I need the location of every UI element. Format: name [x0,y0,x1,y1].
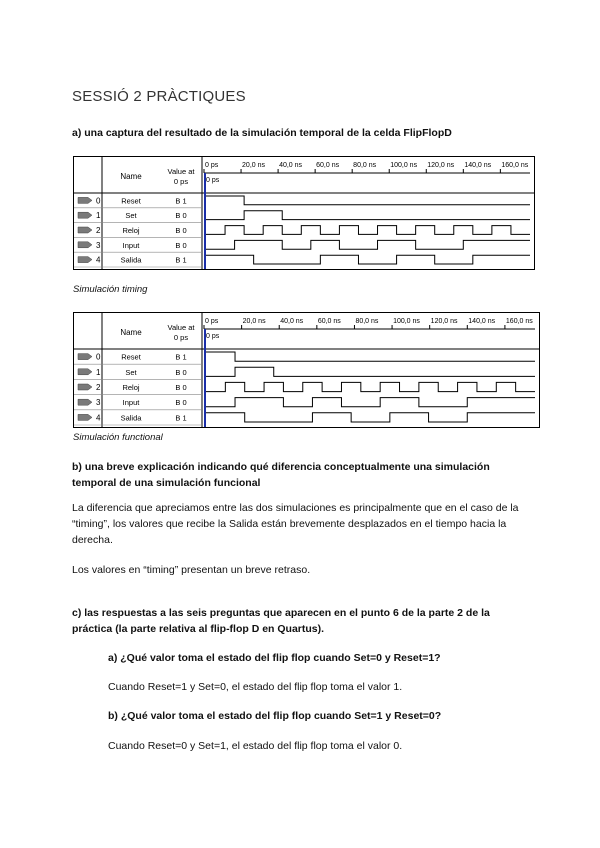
signal-name: Input [122,398,140,408]
pin-icon [78,227,92,233]
signal-index: 2 [96,383,101,392]
time-label: 40,0 ns [279,162,303,169]
pin-icon [78,414,92,420]
signal-name: Reset [121,352,141,362]
pin-icon [78,399,92,405]
signal-index: 4 [96,413,101,423]
signal-waveform [206,398,535,407]
signal-waveform [206,211,530,220]
signal-name: Set [125,211,137,221]
cursor-label: 0 ps [206,333,220,340]
signal-waveform [206,196,530,205]
time-label: 140,0 ns [464,162,492,169]
caption-functional: Simulación functional [73,432,163,443]
time-label: 80,0 ns [355,318,379,325]
time-label: 20,0 ns [242,162,266,169]
time-label: 60,0 ns [316,162,340,169]
question-b: b) ¿Qué valor toma el estado del flip flop cuando Set=1 y Reset=0? [108,710,442,722]
answer-a: Cuando Reset=1 y Set=0, el estado del flip flop toma el valor 1. [108,681,403,693]
signal-name: Salida [120,255,142,265]
signal-value: B 1 [175,413,187,423]
time-label: 160,0 ns [505,318,533,325]
signal-value: B 1 [175,352,187,362]
signal-value: B 1 [175,255,187,265]
signal-value: B 0 [175,383,187,392]
question-a: a) ¿Qué valor toma el estado del flip flop cuando Set=0 y Reset=1? [108,652,441,664]
time-label: 0 ps [205,162,219,169]
time-label: 100,0 ns [390,162,418,169]
signal-waveform [206,413,535,422]
pin-icon [78,212,92,218]
section-b-paragraph-1: La diferencia que apreciamos entre las dos simulaciones es principalmente que en el caso de la “timing”, los valores que recibe la Salida están brevemente desplazados en el tiempo hacia la derecha. [72,502,519,546]
header-value-line1: Value at [167,323,195,332]
time-label: 0 ps [205,318,219,325]
cursor-label: 0 ps [206,177,220,184]
section-b-heading: b) una breve explicación indicando qué diferencia conceptualmente una simulación temporal de una simulación funcional [72,461,490,489]
time-label: 40,0 ns [280,318,304,325]
pin-icon [78,242,92,248]
signal-waveform [206,382,535,391]
header-value-line2: 0 ps [173,333,189,342]
time-label: 80,0 ns [353,162,377,169]
section-b-paragraph-2: Los valores en “timing” presentan un breve retraso. [72,564,311,576]
signal-value: B 0 [175,398,187,408]
signal-waveform [206,367,535,376]
signal-value: B 0 [175,226,187,235]
pin-icon [78,257,92,263]
signal-name: Reloj [122,226,140,235]
signal-waveform [206,226,530,235]
pin-icon [78,354,92,360]
signal-waveform [206,240,530,249]
pin-icon [78,197,92,203]
page-title: SESSIÓ 2 PRÀCTIQUES [72,88,246,105]
signal-index: 1 [96,211,101,221]
signal-name: Reset [121,196,141,206]
signal-index: 0 [96,352,101,362]
signal-index: 3 [96,398,101,408]
pin-icon [78,369,92,375]
signal-name: Reloj [122,383,140,392]
time-label: 100,0 ns [393,318,420,325]
waveform-functional [73,312,540,428]
signal-waveform [206,255,530,264]
waveform-functional-svg [74,313,539,427]
signal-name: Salida [120,413,142,423]
signal-value: B 0 [175,240,187,250]
header-name: Name [120,328,142,337]
waveform-timing [73,156,535,270]
signal-name: Set [125,367,137,377]
signal-name: Input [122,240,140,250]
answer-b: Cuando Reset=0 y Set=1, el estado del flip flop toma el valor 0. [108,740,403,752]
time-label: 140,0 ns [468,318,496,325]
time-label: 160,0 ns [501,162,529,169]
signal-index: 4 [96,255,101,265]
time-label: 120,0 ns [430,318,458,325]
waveform-timing-svg [74,157,534,269]
signal-value: B 1 [175,196,187,206]
signal-index: 2 [96,226,101,235]
header-value-line2: 0 ps [173,177,189,186]
time-label: 60,0 ns [317,318,341,325]
signal-value: B 0 [175,211,187,221]
caption-timing: Simulación timing [73,284,148,295]
time-label: 120,0 ns [427,162,455,169]
section-c-heading: c) las respuestas a las seis preguntas que aparecen en el punto 6 de la parte 2 de la práctica (la parte relativa al flip-flop D en Quartus). [72,607,490,635]
signal-index: 1 [96,367,101,377]
pin-icon [78,384,92,390]
signal-index: 0 [96,196,101,206]
section-a-heading: a) una captura del resultado de la simulación temporal de la celda FlipFlopD [72,127,452,139]
time-label: 20,0 ns [242,318,266,325]
signal-value: B 0 [175,367,187,377]
signal-index: 3 [96,240,101,250]
header-value-line1: Value at [167,167,195,176]
header-name: Name [120,172,142,181]
signal-waveform [206,352,535,361]
